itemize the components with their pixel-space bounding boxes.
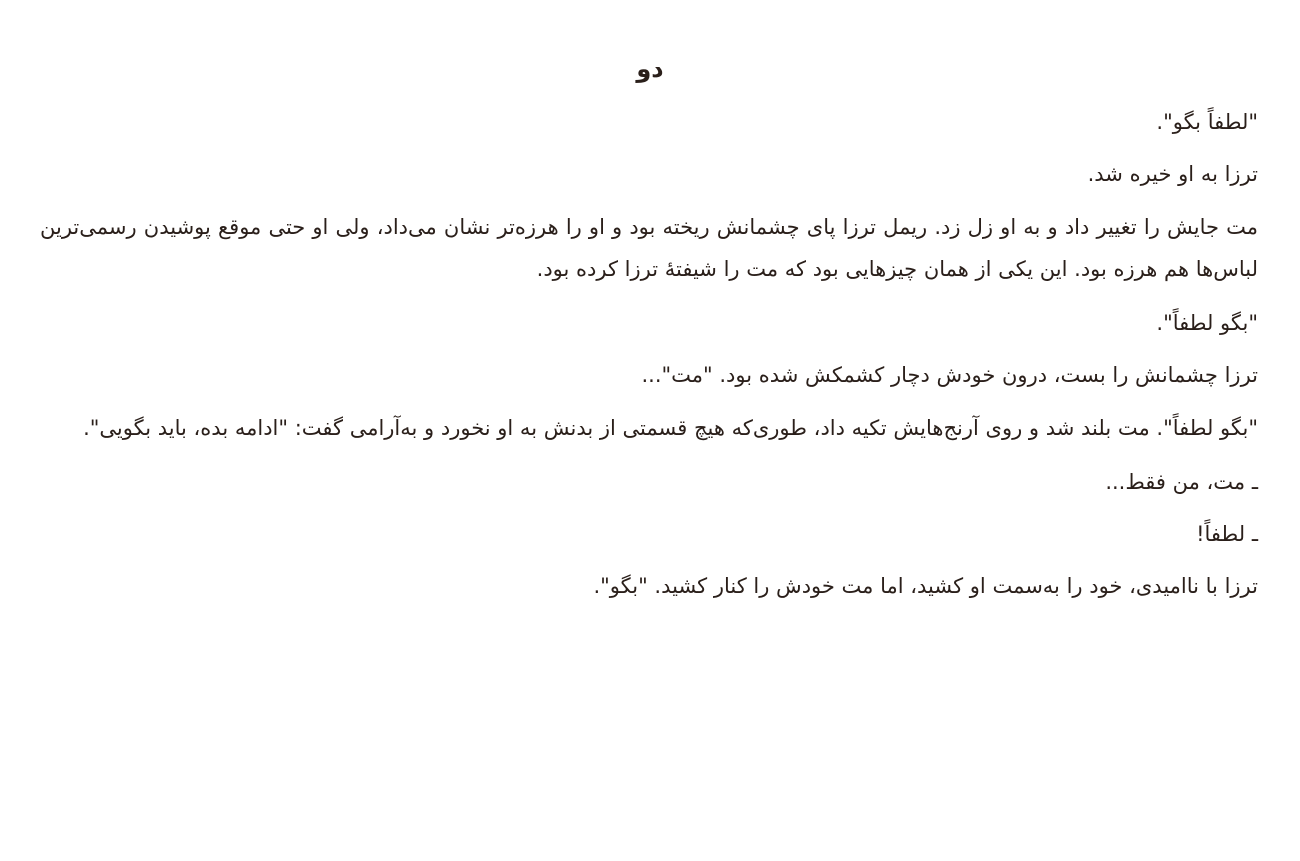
paragraph: "لطفاً بگو". bbox=[1156, 110, 1258, 134]
paragraph: ترزا با ناامیدی، خود را به‌سمت او کشید، اما مت خودش را کنار کشید. "بگو". bbox=[593, 574, 1258, 598]
chapter-body bbox=[40, 102, 1258, 618]
paragraph: ترزا چشمانش را بست، درون خودش دچار کشمکش شده بود. "مت"... bbox=[641, 363, 1258, 387]
paragraph: "بگو لطفاً". bbox=[1156, 311, 1258, 335]
chapter-title: دو bbox=[636, 55, 664, 83]
paragraph: ـ مت، من فقط... bbox=[1105, 470, 1258, 494]
paragraph: مت جایش را تغییر داد و به او زل زد. ریمل ترزا پای چشمانش ریخته بود و او را هرزه‌تر نشان می‌داد، ولی او حتی موقع پوشیدن رسمی‌ترین لباس‌ها هم هرزه بود. این یکی از همان چیزهایی بود که مت را شیفتهٔ ترزا کرده بود. bbox=[40, 215, 1258, 281]
paragraph: ـ لطفاً! bbox=[1196, 522, 1258, 546]
paragraph: ترزا به او خیره شد. bbox=[1087, 162, 1258, 186]
paragraph: "بگو لطفاً". مت بلند شد و روی آرنج‌هایش تکیه داد، طوری‌که هیچ قسمتی از بدنش به او نخورد و به‌آرامی گفت: "ادامه بده، باید بگویی". bbox=[83, 416, 1258, 440]
